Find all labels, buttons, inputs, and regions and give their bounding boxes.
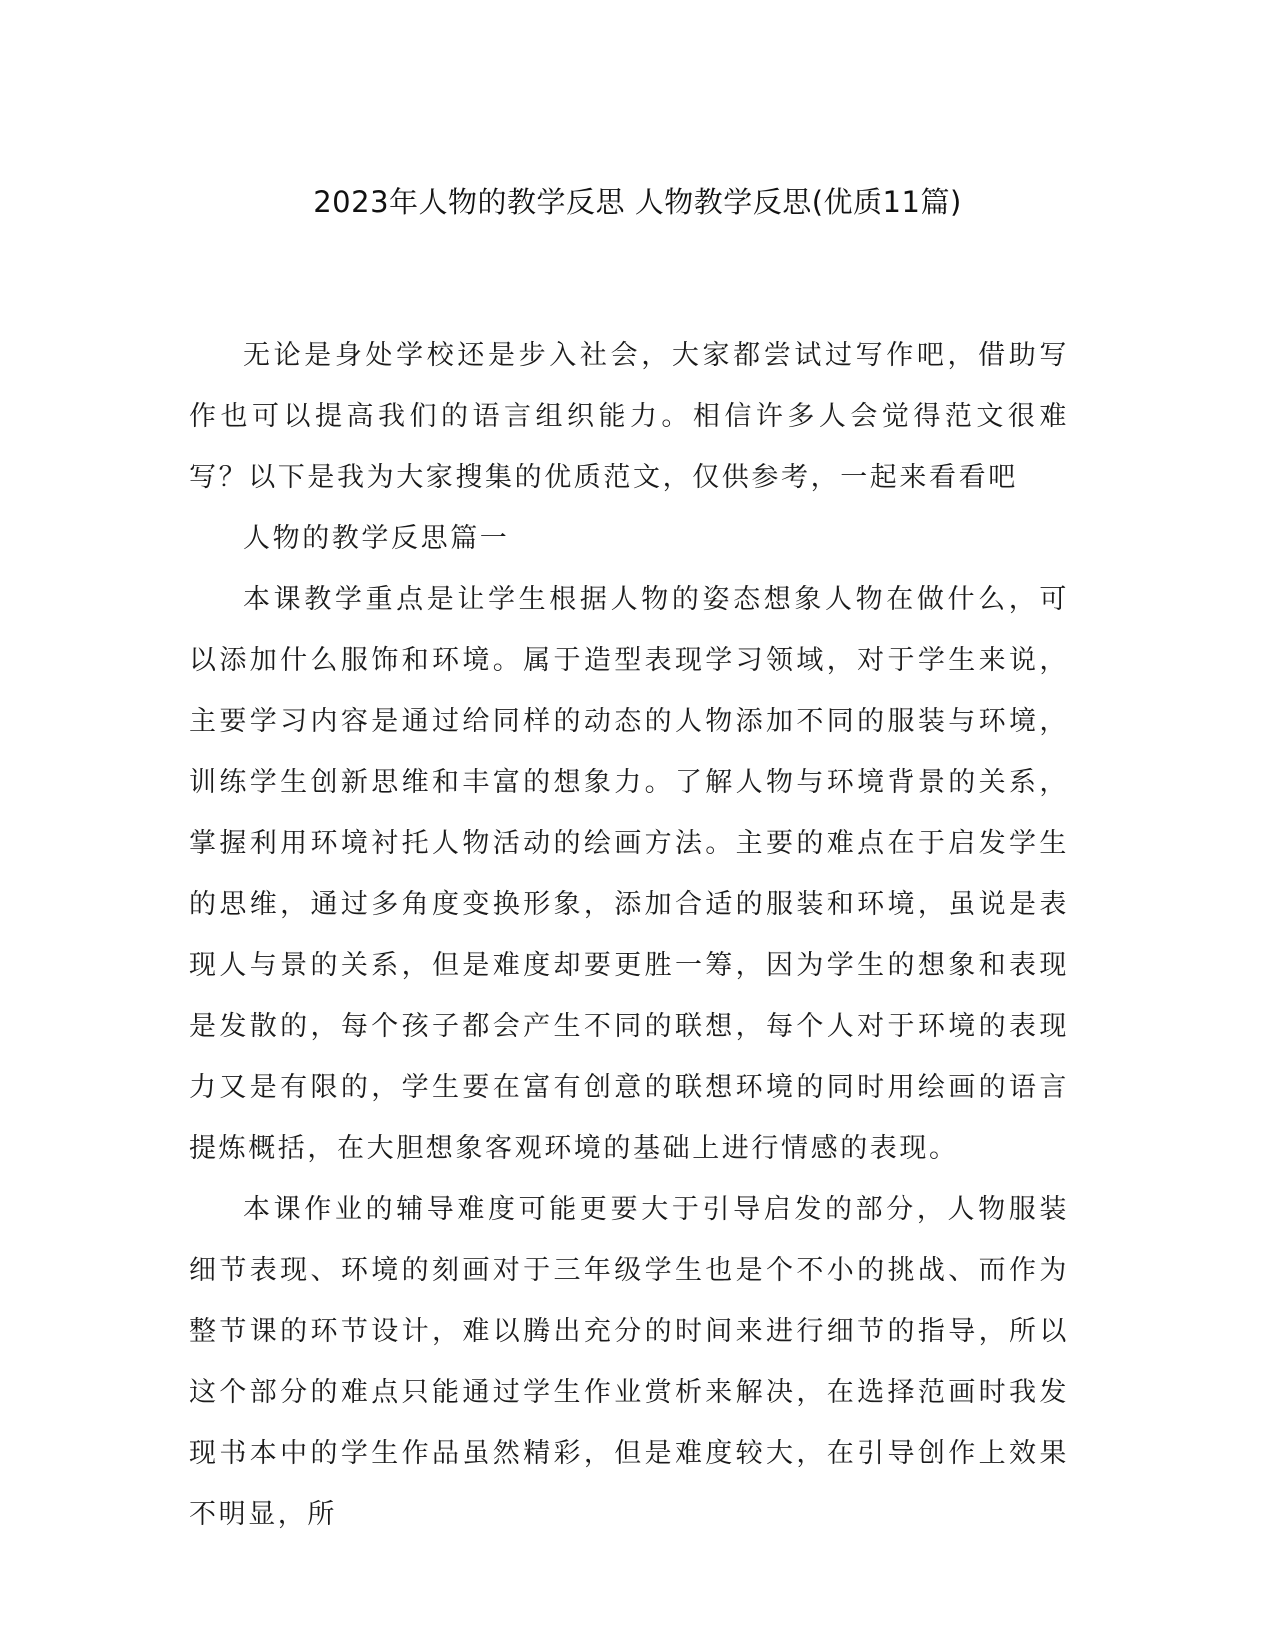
section-heading: 人物的教学反思篇一 — [243, 523, 510, 554]
document-title: 2023年人物的教学反思 人物教学反思(优质11篇) — [313, 185, 962, 219]
body-paragraph: 本课教学重点是让学生根据人物的姿态想象人物在做什么，可以添加什么服饰和环境。属于造型表现学习领域，对于学生来说，主要学习内容是通过给同样的动态的人物添加不同的服装与环境，训练学生创新思维和丰富的想象力。了解人物与环境背景的关系，掌握利用环境衬托人物活动的绘画方法。主要的难点在于启发学生的思维，通过多角度变换形象，添加合适的服装和环境，虽说是表现人与景的关系，但是难度却要更胜一筹，因为学生的想象和表现是发散的，每个孩子都会产生不同的联想，每个人对于环境的表现力又是有限的，学生要在富有创意的联想环境的同时用绘画的语言提炼概括，在大胆想象客观环境的基础上进行情感的表现。 — [189, 584, 1069, 1164]
document-body — [189, 325, 1069, 1545]
intro-paragraph: 无论是身处学校还是步入社会，大家都尝试过写作吧，借助写作也可以提高我们的语言组织能力。相信许多人会觉得范文很难写？以下是我为大家搜集的优质范文，仅供参考，一起来看看吧 — [189, 340, 1069, 493]
body-paragraph: 本课作业的辅导难度可能更要大于引导启发的部分，人物服装细节表现、环境的刻画对于三年级学生也是个不小的挑战、而作为整节课的环节设计，难以腾出充分的时间来进行细节的指导，所以这个部分的难点只能通过学生作业赏析来解决，在选择范画时我发现书本中的学生作品虽然精彩，但是难度较大，在引导创作上效果不明显，所 — [189, 1194, 1069, 1530]
